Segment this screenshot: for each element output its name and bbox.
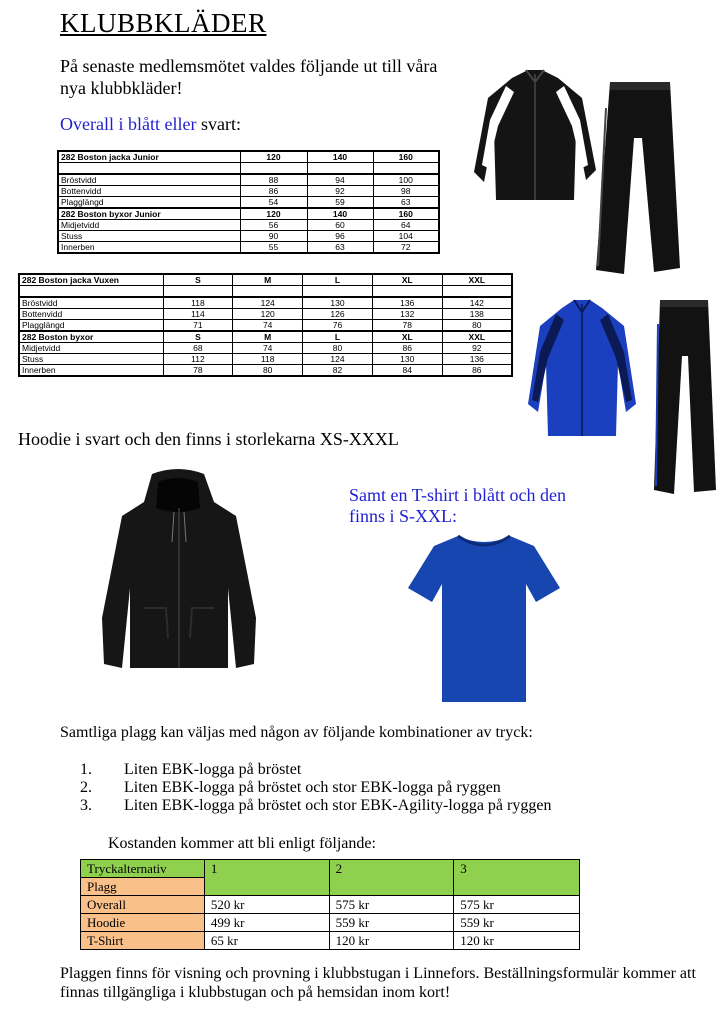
table-cell: 2 xyxy=(329,860,454,896)
table-cell: 282 Boston byxor Junior xyxy=(58,208,240,220)
table-cell: Bröstvidd xyxy=(58,174,240,186)
table-cell: 90 xyxy=(240,231,307,242)
table-row xyxy=(58,208,439,220)
table-cell: 59 xyxy=(307,197,373,209)
table-cell: 112 xyxy=(163,354,233,365)
combo-intro: Samtliga plagg kan väljas med någon av följande kombinationer av tryck: xyxy=(60,724,533,741)
table-row xyxy=(81,896,580,914)
table-cell: 120 xyxy=(233,309,303,320)
table-cell: Bottenvidd xyxy=(19,309,163,320)
table-cell: 98 xyxy=(373,186,439,197)
table-cell: 282 Boston byxor xyxy=(19,331,163,343)
table-row xyxy=(19,354,512,365)
table-row xyxy=(58,163,439,175)
table-cell: 74 xyxy=(233,343,303,354)
price-table xyxy=(80,859,580,950)
table-cell: 282 Boston jacka Junior xyxy=(58,151,240,163)
table-cell: Plagglängd xyxy=(58,197,240,209)
blue-tshirt-icon xyxy=(406,532,562,704)
table-cell: 559 kr xyxy=(329,914,454,932)
table-cell: Midjetvidd xyxy=(58,220,240,231)
combo-list xyxy=(80,761,551,815)
table-cell: 124 xyxy=(303,354,373,365)
table-cell: 78 xyxy=(163,365,233,377)
list-number: 3. xyxy=(80,797,92,814)
list-text: Liten EBK-logga på bröstet xyxy=(124,761,302,778)
list-item xyxy=(80,761,551,779)
table-cell: S xyxy=(163,331,233,343)
table-cell: Hoodie xyxy=(81,914,205,932)
overall-heading-black: svart: xyxy=(196,114,241,134)
table-cell: Plagg xyxy=(81,878,205,896)
table-row xyxy=(58,151,439,163)
table-row xyxy=(58,186,439,197)
table-cell: 74 xyxy=(233,320,303,332)
cost-intro: Kostanden kommer att bli enligt följande: xyxy=(108,835,376,852)
list-number: 1. xyxy=(80,761,92,778)
table-cell: 559 kr xyxy=(454,914,580,932)
table-cell: 124 xyxy=(233,297,303,309)
table-row xyxy=(81,860,580,878)
table-row xyxy=(58,174,439,186)
table-cell: 64 xyxy=(373,220,439,231)
table-cell: 575 kr xyxy=(329,896,454,914)
table-cell: T-Shirt xyxy=(81,932,205,950)
black-tracksuit-pants-icon xyxy=(650,296,718,496)
adult-size-table xyxy=(18,273,513,377)
footer-text: Plaggen finns för visning och provning i klubbstugan i Linnefors. Beställningsformulär kommer att finnas tillgängliga i klubbstugan och på hemsidan inom kort! xyxy=(60,965,696,1001)
table-cell: XXL xyxy=(442,331,512,343)
table-cell: 88 xyxy=(240,174,307,186)
table-cell: 86 xyxy=(442,365,512,377)
table-cell: 60 xyxy=(307,220,373,231)
table-cell: 71 xyxy=(163,320,233,332)
table-cell: 499 kr xyxy=(204,914,329,932)
table-cell: Stuss xyxy=(58,231,240,242)
table-cell: S xyxy=(163,274,233,286)
black-tracksuit-jacket-icon xyxy=(470,60,600,210)
table-cell: 140 xyxy=(307,151,373,163)
table-row xyxy=(58,197,439,209)
list-text: Liten EBK-logga på bröstet och stor EBK-logga på ryggen xyxy=(124,779,501,796)
table-row xyxy=(19,320,512,332)
list-item xyxy=(80,779,551,797)
overall-heading xyxy=(60,114,241,135)
table-cell: 84 xyxy=(372,365,442,377)
table-row xyxy=(19,286,512,298)
table-row xyxy=(19,331,512,343)
table-row xyxy=(19,297,512,309)
table-cell: 82 xyxy=(303,365,373,377)
table-cell: Bröstvidd xyxy=(19,297,163,309)
table-cell: 120 kr xyxy=(454,932,580,950)
table-cell: XXL xyxy=(442,274,512,286)
table-cell: 118 xyxy=(163,297,233,309)
table-cell: L xyxy=(303,274,373,286)
hoodie-text: Hoodie i svart och den finns i storlekarna XS-XXXL xyxy=(18,429,399,449)
table-cell: 136 xyxy=(442,354,512,365)
table-cell: XL xyxy=(372,331,442,343)
table-cell: 94 xyxy=(307,174,373,186)
table-cell: M xyxy=(233,274,303,286)
table-cell: 136 xyxy=(372,297,442,309)
table-cell: Innerben xyxy=(58,242,240,254)
table-row xyxy=(81,932,580,950)
table-cell: 132 xyxy=(372,309,442,320)
table-cell: 86 xyxy=(372,343,442,354)
list-number: 2. xyxy=(80,779,92,796)
table-cell: 114 xyxy=(163,309,233,320)
table-cell: 138 xyxy=(442,309,512,320)
table-cell: 520 kr xyxy=(204,896,329,914)
table-cell: 130 xyxy=(303,297,373,309)
black-tracksuit-pants-icon xyxy=(588,78,688,278)
table-cell: 126 xyxy=(303,309,373,320)
table-cell: 72 xyxy=(373,242,439,254)
table-cell: 63 xyxy=(373,197,439,209)
table-cell: Overall xyxy=(81,896,205,914)
table-row xyxy=(58,242,439,254)
table-cell: Tryckalternativ xyxy=(81,860,205,878)
table-cell: 140 xyxy=(307,208,373,220)
table-cell: 92 xyxy=(307,186,373,197)
table-cell: 120 xyxy=(240,208,307,220)
table-cell: L xyxy=(303,331,373,343)
list-item xyxy=(80,797,551,815)
junior-size-table xyxy=(57,150,440,254)
list-text: Liten EBK-logga på bröstet och stor EBK-Agility-logga på ryggen xyxy=(124,797,552,814)
tshirt-text: Samt en T-shirt i blått och den finns i S-XXL: xyxy=(349,485,566,526)
table-cell: 68 xyxy=(163,343,233,354)
table-cell: 86 xyxy=(240,186,307,197)
table-cell: Stuss xyxy=(19,354,163,365)
table-row xyxy=(19,343,512,354)
table-cell: 92 xyxy=(442,343,512,354)
table-cell: 160 xyxy=(373,208,439,220)
table-row xyxy=(19,365,512,377)
table-cell: 575 kr xyxy=(454,896,580,914)
page-title: KLUBBKLÄDER xyxy=(60,8,267,38)
table-cell: 63 xyxy=(307,242,373,254)
intro-text: På senaste medlemsmötet valdes följande ut till våra nya klubbkläder! xyxy=(60,56,438,98)
table-cell: Bottenvidd xyxy=(58,186,240,197)
table-cell: 3 xyxy=(454,860,580,896)
table-row xyxy=(19,309,512,320)
table-cell: 130 xyxy=(372,354,442,365)
table-cell: 96 xyxy=(307,231,373,242)
black-hoodie-icon xyxy=(96,468,262,678)
table-cell: 100 xyxy=(373,174,439,186)
table-row xyxy=(58,231,439,242)
table-cell: 55 xyxy=(240,242,307,254)
table-cell: 118 xyxy=(233,354,303,365)
table-cell: 120 kr xyxy=(329,932,454,950)
table-cell: 76 xyxy=(303,320,373,332)
table-cell: Plagglängd xyxy=(19,320,163,332)
table-cell: 282 Boston jacka Vuxen xyxy=(19,274,163,286)
table-cell: M xyxy=(233,331,303,343)
table-cell: 80 xyxy=(303,343,373,354)
table-cell: 80 xyxy=(233,365,303,377)
overall-heading-blue: Overall i blått eller xyxy=(60,114,197,134)
table-cell: 120 xyxy=(240,151,307,163)
table-cell: 104 xyxy=(373,231,439,242)
table-cell: 80 xyxy=(442,320,512,332)
table-cell: 78 xyxy=(372,320,442,332)
table-cell: 160 xyxy=(373,151,439,163)
table-cell: 65 kr xyxy=(204,932,329,950)
table-cell: XL xyxy=(372,274,442,286)
table-cell: Midjetvidd xyxy=(19,343,163,354)
table-cell: Innerben xyxy=(19,365,163,377)
table-cell: 142 xyxy=(442,297,512,309)
table-row xyxy=(81,914,580,932)
table-cell: 54 xyxy=(240,197,307,209)
table-cell: 56 xyxy=(240,220,307,231)
table-row xyxy=(58,220,439,231)
blue-tracksuit-jacket-icon xyxy=(524,292,640,442)
table-row xyxy=(19,274,512,286)
table-cell: 1 xyxy=(204,860,329,896)
